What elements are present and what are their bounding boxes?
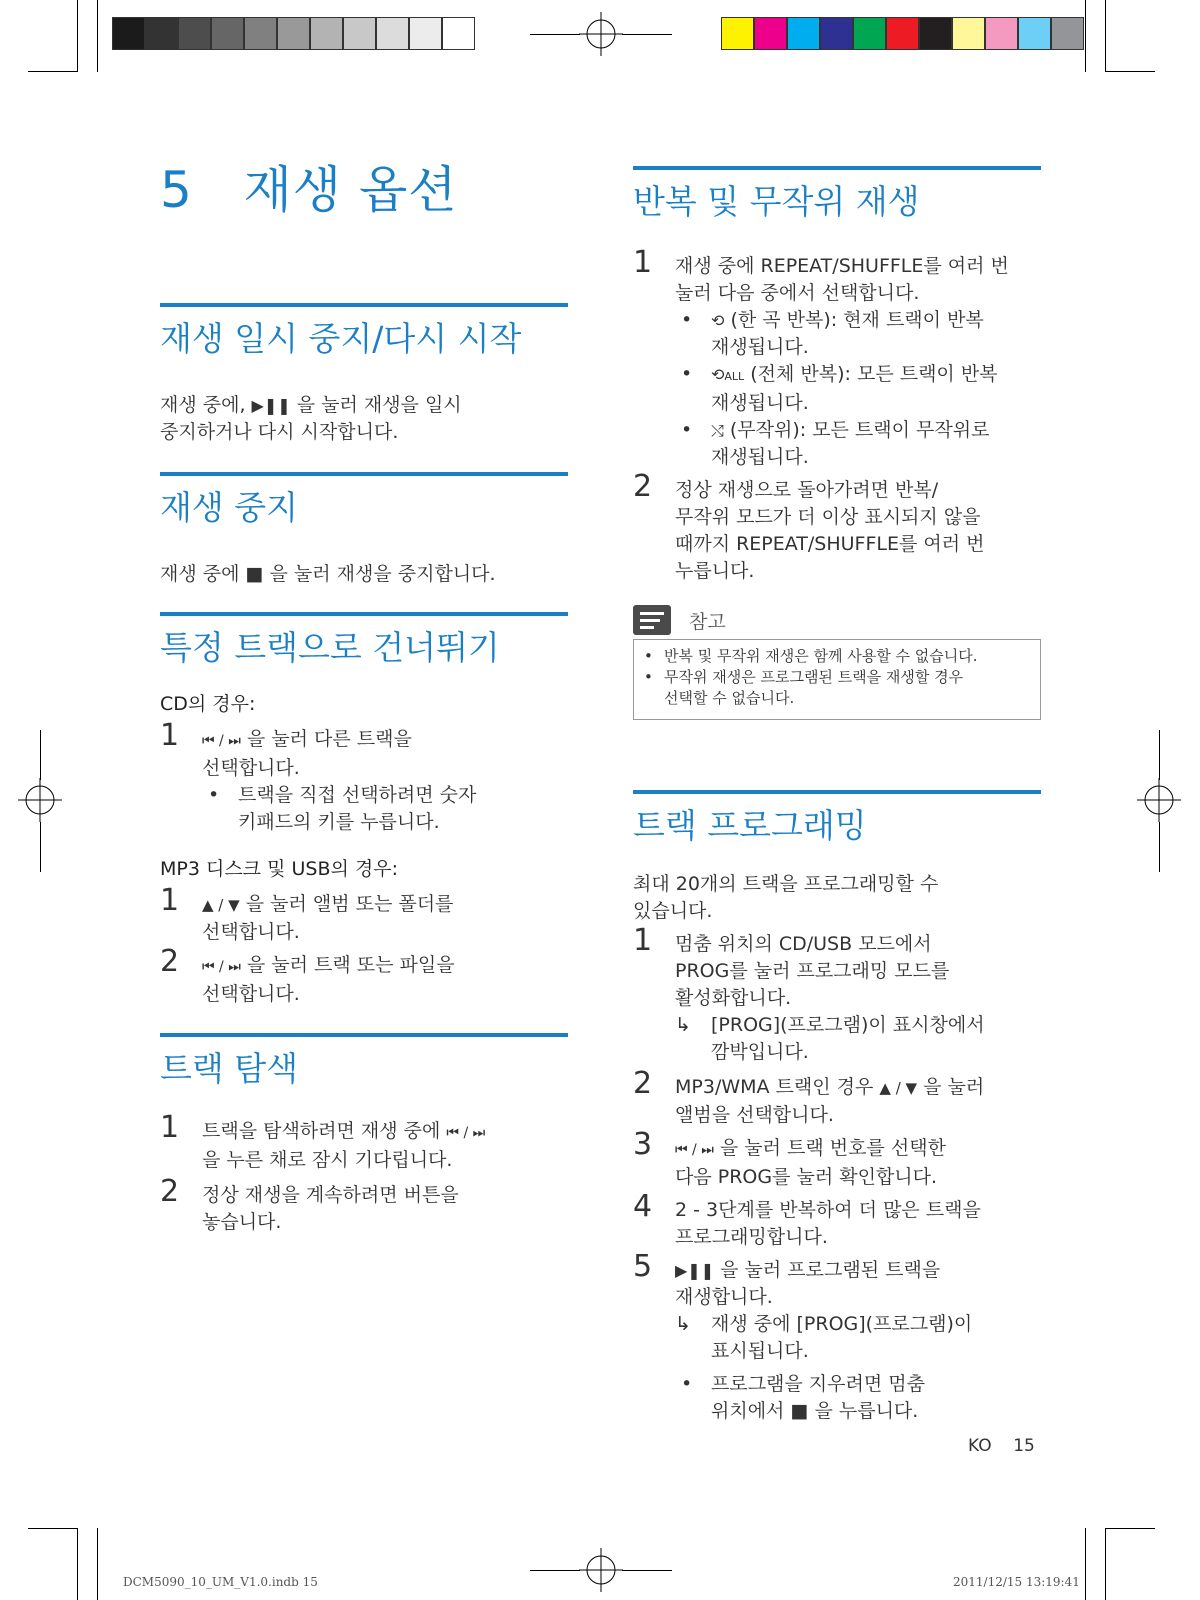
step [633, 1249, 1041, 1425]
bullet-dot: • [681, 1373, 693, 1395]
text: 무작위 재생은 프로그램된 트랙을 재생할 경우 [664, 668, 964, 686]
section-body [160, 1110, 568, 1236]
chapter-title [160, 150, 458, 222]
note-content [633, 640, 1041, 720]
text: 재생 중에 REPEAT/SHUFFLE를 여러 번 [675, 255, 1009, 277]
text: 선택할 수 없습니다. [664, 689, 795, 707]
text: 앨범을 선택합니다. [675, 1104, 834, 1126]
step-number: 3 [633, 1127, 653, 1162]
text: 멈춤 위치의 CD/USB 모드에서 [675, 933, 932, 955]
page-number: 15 [1013, 1436, 1035, 1456]
step-number: 1 [160, 718, 180, 753]
step [160, 718, 568, 836]
note-header [633, 601, 1041, 640]
text: 을 눌러 재생을 일시 [290, 394, 462, 416]
repeat-one-icon: ⟲ [711, 311, 725, 330]
bullet-dot: • [681, 309, 693, 331]
section-body [633, 245, 1041, 585]
step-number: 2 [160, 1174, 180, 1209]
note-box [633, 601, 1041, 720]
text: 깜박입니다. [711, 1041, 809, 1063]
chapter-number: 5 [160, 161, 193, 219]
text: 재생됩니다. [711, 336, 809, 358]
step [633, 1127, 1041, 1191]
bullet [675, 1371, 1041, 1425]
text: 누릅니다. [675, 560, 755, 582]
section-pause [160, 303, 568, 446]
note-item [644, 667, 1030, 709]
text: 2 - 3단계를 반복하여 더 많은 트랙을 [675, 1199, 981, 1221]
mp3-label: MP3 디스크 및 USB의 경우: [160, 858, 398, 880]
step [160, 944, 568, 1008]
text: 을 눌러 트랙 또는 파일을 [240, 954, 455, 976]
section-rule [160, 303, 568, 307]
bullet [202, 782, 568, 836]
text: [PROG](프로그램)이 표시창에서 [711, 1014, 985, 1036]
prev-next-icon: ⏮ / ⏭ [202, 959, 241, 975]
text: 재생됩니다. [711, 392, 809, 414]
section-rule [160, 1033, 568, 1037]
prev-next-icon: ⏮ / ⏭ [446, 1125, 486, 1141]
text: PROG를 눌러 프로그래밍 모드를 [675, 960, 950, 982]
text: 프로그래밍합니다. [675, 1226, 828, 1248]
repeat-all-text: ALL [724, 370, 745, 383]
section-rule [633, 166, 1041, 170]
text: 을 누른 채로 잠시 기다립니다. [202, 1149, 453, 1171]
section-title: 재생 중지 [160, 488, 299, 527]
step [160, 1110, 568, 1174]
step [633, 469, 1041, 585]
up-down-icon: ▲ / ▼ [202, 896, 240, 914]
text: 선택합니다. [202, 757, 300, 779]
step-number: 2 [633, 1066, 653, 1101]
section-rule [160, 472, 568, 476]
text: 재생됩니다. [711, 446, 809, 468]
text: 위치에서 [711, 1400, 791, 1422]
shuffle-icon: ⤭ [711, 421, 724, 440]
bullet-dot: • [644, 647, 653, 665]
bullet [675, 417, 1041, 471]
text: 최대 20개의 트랙을 프로그래밍할 수 [633, 873, 939, 895]
step-number: 1 [160, 1110, 180, 1145]
text: 재생합니다. [675, 1286, 773, 1308]
text: 트랙을 탐색하려면 재생 중에 [202, 1120, 447, 1142]
text: 프로그램을 지우려면 멈춤 [711, 1373, 925, 1395]
text: 놓습니다. [202, 1211, 282, 1233]
repeat-all-icon: ⟲ALL [711, 365, 745, 384]
section-title: 트랙 탐색 [160, 1049, 299, 1088]
text: 을 눌러 프로그램된 트랙을 [714, 1259, 941, 1281]
text: MP3/WMA 트랙인 경우 [675, 1076, 880, 1098]
step-number: 2 [160, 944, 180, 979]
text: 활성화합니다. [675, 987, 792, 1009]
text: 반복 및 무작위 재생은 함께 사용할 수 없습니다. [664, 647, 978, 665]
print-timestamp: 2011/12/15 13:19:41 [953, 1575, 1080, 1589]
print-file-name: DCM5090_10_UM_V1.0.indb 15 [123, 1575, 318, 1589]
text: 때까지 REPEAT/SHUFFLE를 여러 번 [675, 533, 985, 555]
text: 을 누릅니다. [808, 1400, 919, 1422]
result-arrow-icon: ↳ [675, 1313, 691, 1335]
text: 다음 PROG를 눌러 확인합니다. [675, 1166, 938, 1188]
text: 눌러 다음 중에서 선택합니다. [675, 282, 920, 304]
text: 을 눌러 앨범 또는 폴더를 [239, 893, 454, 915]
result-arrow-icon: ↳ [675, 1014, 691, 1036]
step-number: 1 [633, 923, 653, 958]
step [160, 1174, 568, 1236]
text: 있습니다. [633, 900, 713, 922]
section-repeat [633, 166, 1041, 585]
section-title: 특정 트랙으로 건너뛰기 [160, 628, 500, 667]
text: (전체 반복): 모든 트랙이 반복 [744, 363, 998, 385]
text: (무작위): 모든 트랙이 무작위로 [723, 419, 990, 441]
text: 재생 중에, [160, 394, 252, 416]
text: 표시됩니다. [711, 1340, 809, 1362]
text: 을 눌러 재생을 중지합니다. [263, 563, 496, 585]
up-down-icon: ▲ / ▼ [879, 1079, 918, 1097]
section-body [160, 691, 568, 1008]
section-body [633, 871, 1041, 1425]
section-rule [633, 790, 1041, 794]
bullet-dot: • [644, 668, 653, 686]
intro [633, 871, 1041, 925]
section-skip [160, 612, 568, 1008]
chapter-title-text: 재생 옵션 [243, 161, 458, 219]
note-icon [633, 605, 671, 635]
stop-icon: ■ [245, 563, 264, 585]
step [633, 923, 1041, 1066]
text: 무작위 모드가 더 이상 표시되지 않을 [675, 506, 981, 528]
section-search [160, 1033, 568, 1236]
step-number: 2 [633, 469, 653, 504]
prev-next-icon: ⏮ / ⏭ [202, 733, 241, 749]
section-program [633, 790, 1041, 1425]
stop-icon: ■ [790, 1400, 809, 1422]
text: 을 눌러 트랙 번호를 선택한 [713, 1137, 946, 1159]
play-pause-icon: ▶❚❚ [251, 396, 291, 415]
text: 키패드의 키를 누릅니다. [238, 811, 440, 833]
text: 정상 재생으로 돌아가려면 반복/ [675, 479, 939, 501]
section-body [160, 392, 568, 446]
step [633, 245, 1041, 471]
step-number: 4 [633, 1189, 653, 1224]
note-label: 참고 [689, 610, 726, 633]
text: 중지하거나 다시 시작합니다. [160, 421, 399, 443]
bullet [675, 307, 1041, 361]
result [675, 1012, 1041, 1066]
step [633, 1066, 1041, 1129]
section-rule [160, 612, 568, 616]
section-title: 트랙 프로그래밍 [633, 806, 867, 845]
text: 선택합니다. [202, 921, 300, 943]
text: 을 눌러 [917, 1076, 985, 1098]
prev-next-icon: ⏮ / ⏭ [675, 1142, 714, 1158]
play-pause-icon: ▶❚❚ [675, 1261, 715, 1280]
bullet [675, 361, 1041, 417]
bullet-dot: • [208, 784, 220, 806]
note-item [644, 646, 1030, 667]
text: 재생 중에 [PROG](프로그램)이 [711, 1313, 973, 1335]
result [675, 1311, 1041, 1365]
text: (한 곡 반복): 현재 트랙이 반복 [724, 309, 984, 331]
step-number: 1 [160, 883, 180, 918]
section-title: 반복 및 무작위 재생 [633, 182, 920, 221]
bullet-dot: • [681, 419, 693, 441]
page-footer [968, 1436, 1035, 1456]
step-number: 5 [633, 1249, 653, 1284]
section-title: 재생 일시 중지/다시 시작 [160, 319, 522, 358]
step [160, 883, 568, 946]
step-number: 1 [633, 245, 653, 280]
cd-label: CD의 경우: [160, 693, 256, 715]
step [633, 1189, 1041, 1251]
text: 을 눌러 다른 트랙을 [240, 728, 412, 750]
section-stop [160, 472, 568, 588]
text: 정상 재생을 계속하려면 버튼을 [202, 1184, 459, 1206]
text: 선택합니다. [202, 983, 300, 1005]
section-body [160, 561, 568, 588]
text: 재생 중에 [160, 563, 246, 585]
language-code: KO [968, 1436, 992, 1456]
bullet-dot: • [681, 363, 693, 385]
text: 트랙을 직접 선택하려면 숫자 [238, 784, 477, 806]
